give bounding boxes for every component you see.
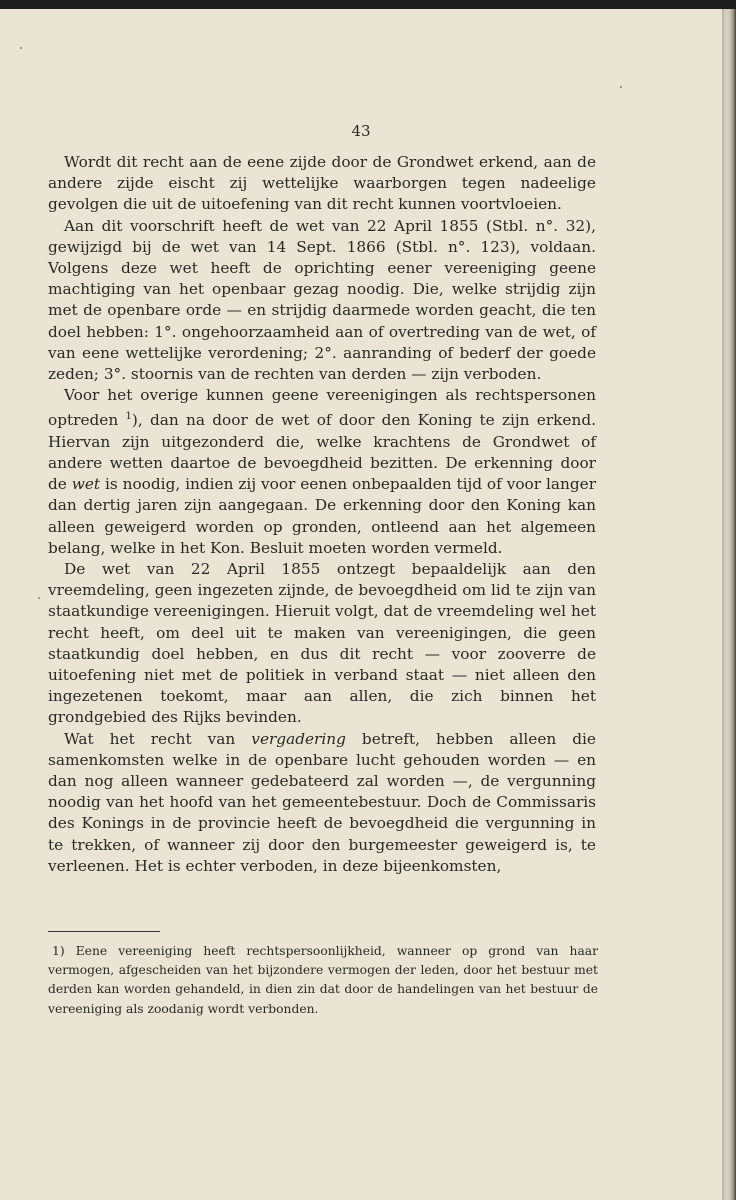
footnote [48,942,598,1019]
paragraph-3-part-3: is noodig, indien zij voor eenen onbepaalden tijd of voor langer dan dertig jaren zijn aangegaan. De erkenning door den Koning kan alleen geweigerd worden op gronden, ontleend aan het algemeen belang, welke in het Kon. Besluit moeten worden vermeld. [48,475,597,557]
footnote-text: Eene vereeniging heeft rechtspersoonlijkheid, wanneer op grond van haar vermogen, afgescheiden van het bijzondere vermogen der leden, door het bestuur met derden kan worden gehandeld, in dien zin dat door de handelingen van het bestuur de vereeniging als zoodanig wordt verbonden. [48,944,598,1016]
footnote-reference: 1 [125,411,132,423]
footnote-rule [48,931,160,932]
paper-speck [38,597,40,599]
paragraph-4: De wet van 22 April 1855 ontzegt bepaaldelijk aan den vreemdeling, geen ingezeten zijnde, de bevoegdheid om lid te zijn van staatkundige vereenigingen. Hieruit volgt, dat de vreemdeling wel het recht heeft, om deel uit te maken van vereenigingen, die geen staatkundig doel hebben, en dus dit recht — voor zooverre de uitoefening niet met de politiek in verband staat — niet alleen den ingezetenen toekomt, maar aan allen, die zich binnen het grondgebied des Rijks bevinden. [48,559,596,727]
footnote-marker: 1) [52,944,65,958]
paragraph-3-italic-word: wet [71,475,101,494]
paragraph-2: Aan dit voorschrift heeft de wet van 22 April 1855 (Stbl. n°. 32), gewijzigd bij de wet van 14 Sept. 1866 (Stbl. n°. 123), voldaan. Volgens deze wet heeft de oprichting eener vereeniging geene machtiging van het openbaar gezag noodig. Die, welke strijdig zijn met de openbare orde — en strijdig daarmede worden geacht, die ten doel hebben: 1°. ongehoorzaamheid aan of overtreding van de wet, of van eene wettelijke verordening; 2°. aanranding of bederf der goede zeden; 3°. stoornis van de rechten van derden — zijn verboden. [48,216,596,384]
page-number: 43 [351,122,371,140]
paragraph-5-part-1: Wat het recht van [64,729,252,748]
paragraph-3 [48,385,596,559]
paragraph-3-part-1: Voor het overige kunnen geene vereenigingen als rechtspersonen optreden [48,386,596,430]
body-text [48,152,596,877]
paragraph-5-italic-word: vergadering [251,729,346,748]
paper-speck [620,86,622,88]
paragraph-1: Wordt dit recht aan de eene zijde door de Grondwet erkend, aan de andere zijde eischt zij wettelijke waarborgen tegen nadeelige gevolgen die uit de uitoefening van dit recht kunnen voortvloeien. [48,153,596,214]
paragraph-5-part-2: betreft, hebben alleen die samenkomsten welke in de openbare lucht gehouden worden — en dan nog alleen wanneer gedebateerd zal worden —, de vergunning noodig van het hoofd van het gemeentebestuur. Doch de Commissaris des Konings in de provincie heeft de bevoegdheid die vergunning in te trekken, of wanneer zij door den burgemeester geweigerd is, te verleenen. Het is echter verboden, in deze bijeenkomsten, [48,729,596,875]
page-edge [722,9,736,1200]
paragraph-3-part-2: ), dan na door de wet of door den Koning te zijn erkend. Hiervan zijn uitgezonderd die, welke krachtens de Grondwet of andere wetten daartoe de bevoegdheid bezitten. De erkenning door de [48,411,596,494]
paper-speck [20,47,22,49]
paragraph-5 [48,729,596,877]
